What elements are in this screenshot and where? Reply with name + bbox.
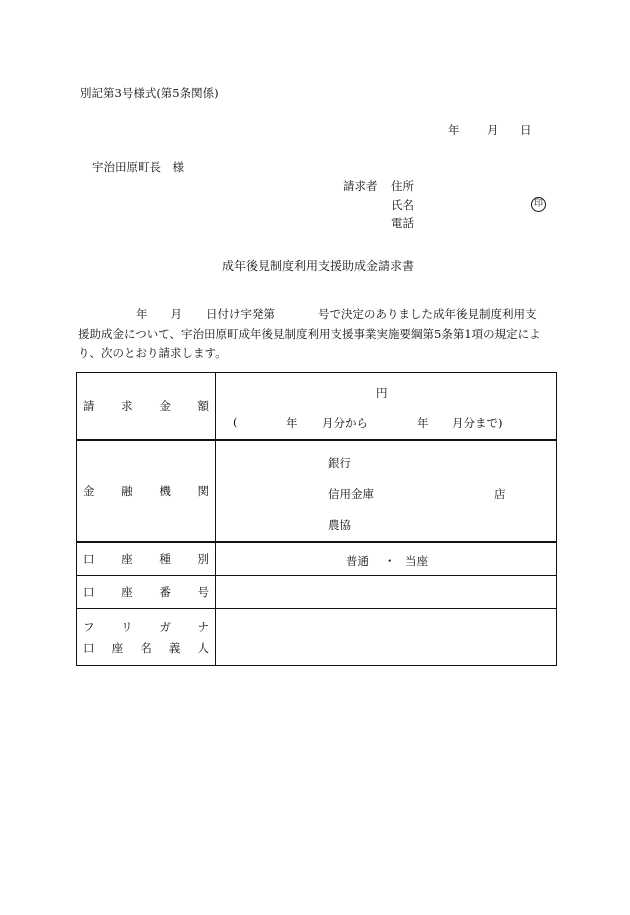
addressee: 宇治田原町長 様 <box>92 160 184 174</box>
form-number: 別記第3号様式(第5条関係) <box>80 86 219 100</box>
period-to-month: 月分まで) <box>452 416 503 430</box>
claimant-phone-label: 電話 <box>391 216 414 230</box>
claimant-address-label: 住所 <box>391 179 414 193</box>
bank-row <box>77 440 557 542</box>
document-title: 成年後見制度利用支援助成金請求書 <box>222 259 415 273</box>
bank-field[interactable] <box>216 440 557 542</box>
seal-mark: 印 <box>531 197 546 212</box>
account-holder-field[interactable] <box>216 609 557 666</box>
account-type-row <box>77 542 557 576</box>
period-from-year: 年 <box>286 416 298 430</box>
body-dated: 日付け宇発第 <box>206 307 275 321</box>
date-year: 年 <box>448 123 460 137</box>
branch-suffix: 店 <box>494 487 506 501</box>
claimant-label: 請求者 <box>343 179 378 193</box>
bank-label: 金 融 機 関 <box>77 440 216 542</box>
period-from-month: 月分から <box>322 416 368 430</box>
amount-field[interactable] <box>216 373 557 441</box>
amount-label: 請 求 金 額 <box>77 373 216 441</box>
bank-option-credit-union: 信用金庫 <box>328 487 374 501</box>
period-open: ( <box>233 415 238 429</box>
amount-row <box>77 373 557 441</box>
body-text <box>78 305 558 364</box>
account-type-label: 口 座 種 別 <box>77 542 216 576</box>
claimant-name-label: 氏名 <box>391 198 414 212</box>
bank-option-agri-coop: 農協 <box>328 518 351 532</box>
account-type-field[interactable] <box>216 542 557 576</box>
yen-unit: 円 <box>376 386 388 400</box>
body-rest: 号で決定のありました成年後見制度利用支 <box>318 307 537 321</box>
body-line-1 <box>78 305 558 325</box>
account-number-label: 口 座 番 号 <box>77 576 216 609</box>
bank-option-bank: 銀行 <box>328 456 351 470</box>
account-type-separator: ・ <box>384 554 396 568</box>
body-month: 月 <box>170 307 182 321</box>
body-line-2: 援助成金について、宇治田原町成年後見制度利用支援事業実施要綱第5条第1項の規定によ <box>78 326 541 341</box>
body-year: 年 <box>136 307 148 321</box>
date-month: 月 <box>487 123 499 137</box>
claim-table <box>76 372 557 666</box>
period-to-year: 年 <box>417 416 429 430</box>
account-holder-label: フ リ ガ ナ 口 座 名 義 人 <box>77 609 216 666</box>
account-holder-row <box>77 609 557 666</box>
account-type-normal[interactable]: 普通 <box>346 554 369 568</box>
account-number-row <box>77 576 557 609</box>
account-type-current[interactable]: 当座 <box>405 554 428 568</box>
date-day: 日 <box>520 123 532 137</box>
body-line-3: り、次のとおり請求します。 <box>78 346 227 360</box>
account-number-field[interactable] <box>216 576 557 609</box>
